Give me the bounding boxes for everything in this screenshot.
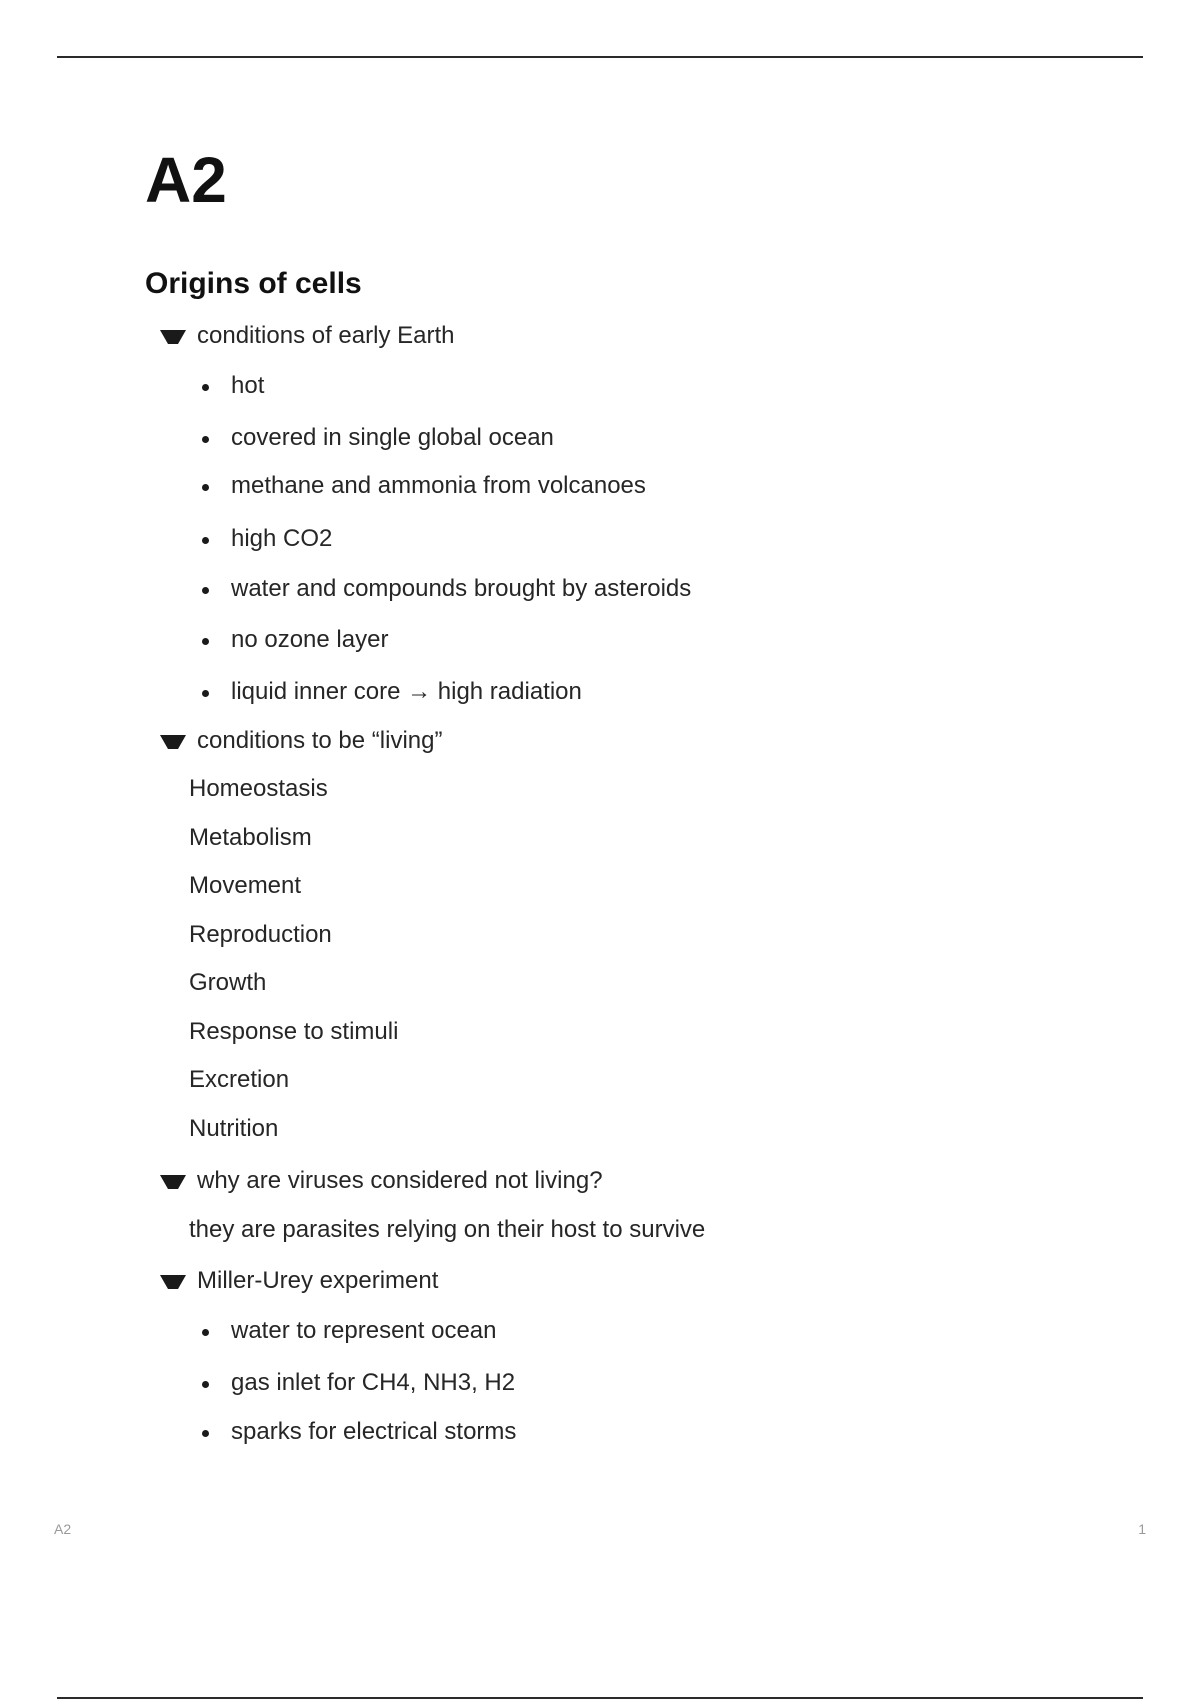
bullet-dot-icon — [202, 638, 209, 645]
list-item-text: no ozone layer — [231, 626, 389, 653]
list-item: Metabolism — [189, 824, 312, 851]
triangle-down-icon[interactable] — [160, 1175, 186, 1189]
bullet-dot-icon — [202, 384, 209, 391]
list-item — [202, 422, 554, 454]
list-item-text: liquid inner core → high radiation — [231, 678, 582, 705]
list-item — [202, 523, 332, 555]
list-item — [202, 676, 582, 708]
toggle-viruses[interactable] — [160, 1165, 603, 1197]
list-item — [202, 1315, 497, 1347]
list-item: Movement — [189, 872, 302, 899]
toggle-label: Miller-Urey experiment — [197, 1267, 439, 1294]
page-title: A2 — [145, 144, 227, 216]
list-item: Growth — [189, 969, 267, 996]
list-item-text: high CO2 — [231, 525, 333, 552]
triangle-down-icon[interactable] — [160, 1275, 186, 1289]
toggle-miller-urey[interactable] — [160, 1265, 438, 1297]
section-heading: Origins of cells — [145, 267, 362, 300]
triangle-down-icon[interactable] — [160, 330, 186, 344]
toggle-living[interactable] — [160, 725, 442, 757]
list-item-text: sparks for electrical storms — [231, 1418, 517, 1445]
list-item-text: gas inlet for CH4, NH3, H2 — [231, 1369, 516, 1396]
bullet-dot-icon — [202, 484, 209, 491]
bottom-divider — [57, 1697, 1143, 1699]
list-item-text: water to represent ocean — [231, 1317, 497, 1344]
list-item-text: covered in single global ocean — [231, 424, 554, 451]
list-item — [202, 370, 264, 402]
toggle-label: conditions to be “living” — [197, 727, 443, 754]
list-item: Nutrition — [189, 1115, 279, 1142]
toggle-early-earth[interactable] — [160, 320, 454, 352]
bullet-dot-icon — [202, 1430, 209, 1437]
triangle-down-icon[interactable] — [160, 735, 186, 749]
bullet-dot-icon — [202, 587, 209, 594]
toggle-answer: they are parasites relying on their host to survive — [189, 1216, 706, 1243]
list-item: Reproduction — [189, 921, 332, 948]
list-item: Response to stimuli — [189, 1018, 399, 1045]
bullet-dot-icon — [202, 436, 209, 443]
list-item: Homeostasis — [189, 775, 328, 802]
list-item-text: methane and ammonia from volcanoes — [231, 472, 646, 499]
list-item-text: hot — [231, 372, 265, 399]
bullet-dot-icon — [202, 690, 209, 697]
toggle-label: why are viruses considered not living? — [197, 1167, 603, 1194]
list-item — [202, 470, 646, 502]
footer-document-name: A2 — [54, 1521, 72, 1537]
bullet-dot-icon — [202, 1381, 209, 1388]
list-item-text: water and compounds brought by asteroids — [231, 575, 692, 602]
toggle-label: conditions of early Earth — [197, 322, 455, 349]
list-item — [202, 1416, 516, 1448]
top-divider — [57, 56, 1143, 58]
list-item — [202, 1367, 515, 1399]
list-item — [202, 624, 388, 656]
footer-page-number: 1 — [1138, 1521, 1146, 1537]
bullet-dot-icon — [202, 1329, 209, 1336]
list-item: Excretion — [189, 1066, 290, 1093]
bullet-dot-icon — [202, 537, 209, 544]
list-item — [202, 573, 691, 605]
